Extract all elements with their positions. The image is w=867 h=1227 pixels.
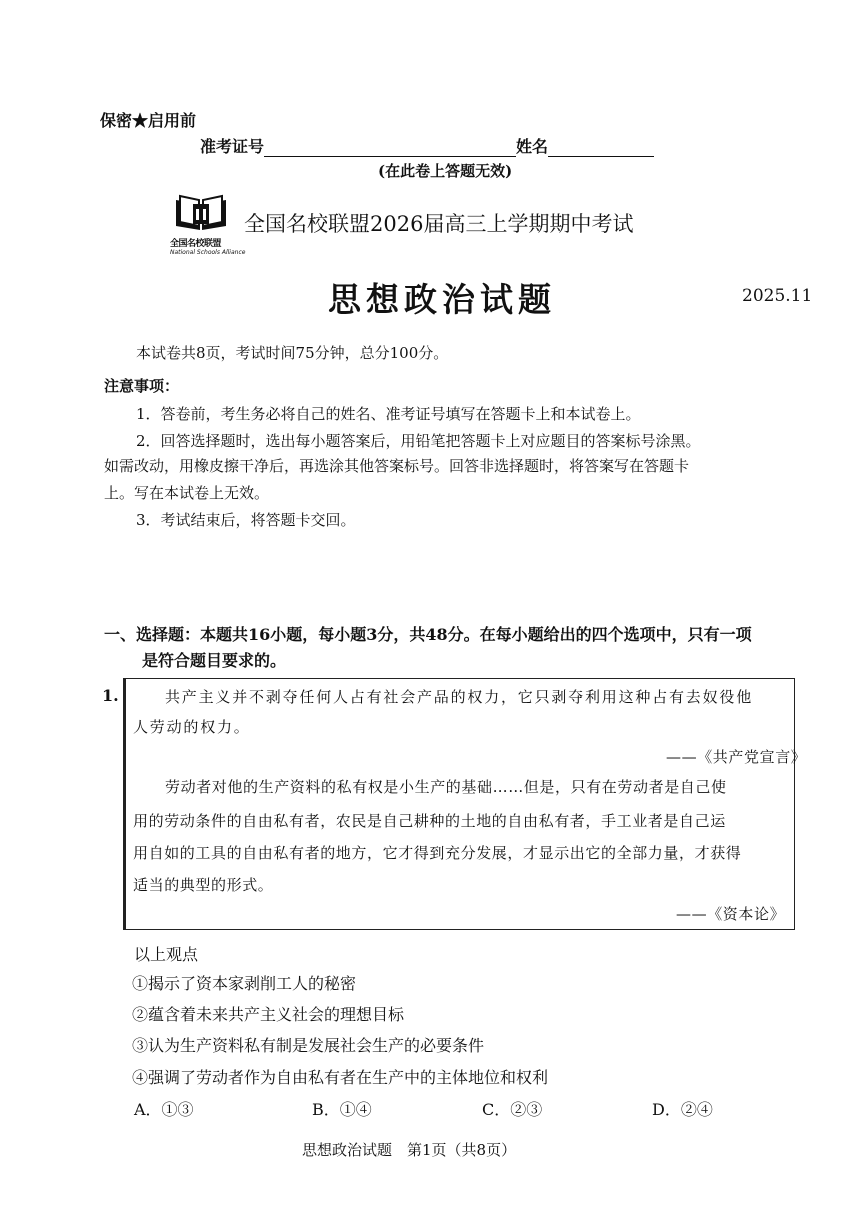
name-blank bbox=[548, 142, 654, 157]
notice-item-3: 3．考试结束后，将答题卡交回。 bbox=[136, 511, 356, 529]
invalid-answer-note: (在此卷上答题无效) bbox=[378, 162, 513, 180]
logo-text-cn: 全国名校联盟 bbox=[170, 239, 222, 249]
statement-option: ④强调了劳动者作为自由私有者在生产中的主体地位和权利 bbox=[132, 1068, 549, 1087]
page-footer: 思想政治试题 第1页（共8页） bbox=[302, 1141, 517, 1159]
question-number: 1. bbox=[102, 686, 119, 705]
section-heading: 一、选择题：本题共16小题，每小题3分，共48分。在每小题给出的四个选项中，只有一项 bbox=[104, 625, 752, 644]
logo-text-en: National Schools Alliance bbox=[170, 249, 246, 256]
quote-a-text-cont: 人劳动的权力。 bbox=[133, 718, 251, 736]
statement-option: ②蕴含着未来共产主义社会的理想目标 bbox=[132, 1005, 405, 1024]
quote-b-text-end: 适当的典型的形式。 bbox=[133, 876, 274, 894]
notice-item-1: 1．答卷前，考生务必将自己的姓名、准考证号填写在答题卡上和本试卷上。 bbox=[136, 405, 641, 423]
notice-item-2-cont: 如需改动，用橡皮擦干净后，再选涂其他答案标号。回答非选择题时，将答案写在答题卡 bbox=[104, 457, 690, 475]
exam-number-blank bbox=[264, 142, 516, 157]
statement-option: ③认为生产资料私有制是发展社会生产的必要条件 bbox=[132, 1036, 485, 1055]
answer-choice-d: D．②④ bbox=[652, 1100, 713, 1119]
candidate-info-row bbox=[200, 134, 654, 157]
notice-item-2: 2．回答选择题时，选出每小题答案后，用铅笔把答题卡上对应题目的答案标号涂黑。 bbox=[136, 432, 701, 450]
answer-choice-b: B．①④ bbox=[312, 1100, 372, 1119]
notice-item-2-end: 上。写在本试卷上无效。 bbox=[104, 484, 270, 502]
alliance-logo bbox=[170, 192, 246, 262]
quote-b-source: ——《资本论》 bbox=[676, 905, 786, 923]
confidential-label: 保密★启用前 bbox=[100, 111, 197, 130]
notice-title: 注意事项： bbox=[104, 377, 180, 395]
quote-b-text-cont: 用自如的工具的自由私有者的地方，它才得到充分发展，才显示出它的全部力量，才获得 bbox=[133, 844, 742, 862]
section-heading-cont: 是符合题目要求的。 bbox=[142, 651, 287, 670]
quote-b-text-cont: 用的劳动条件的自由私有者，农民是自己耕种的土地的自由私有者，手工业者是自己运 bbox=[133, 812, 726, 830]
question-stem: 以上观点 bbox=[134, 945, 199, 964]
paper-intro: 本试卷共8页，考试时间75分钟，总分100分。 bbox=[136, 344, 449, 362]
answer-choice-a: A．①③ bbox=[134, 1100, 194, 1119]
paper-date: 2025.11 bbox=[742, 286, 813, 306]
exam-title: 全国名校联盟2026届高三上学期期中考试 bbox=[244, 212, 634, 236]
quote-b-text: 劳动者对他的生产资料的私有权是小生产的基础……但是，只有在劳动者是自己使 bbox=[165, 778, 727, 796]
exam-number-label: 准考证号 bbox=[200, 137, 265, 156]
quote-a-source: ——《共产党宣言》 bbox=[666, 748, 807, 766]
paper-title: 思想政治试题 bbox=[328, 280, 556, 319]
quote-a-text: 共产主义并不剥夺任何人占有社会产品的权力，它只剥夺利用这种占有去奴役他 bbox=[165, 688, 754, 706]
name-label: 姓名 bbox=[516, 137, 549, 156]
statement-option: ①揭示了资本家剥削工人的秘密 bbox=[132, 974, 357, 993]
book-logo-icon bbox=[172, 192, 230, 232]
answer-choice-c: C．②③ bbox=[482, 1100, 543, 1119]
